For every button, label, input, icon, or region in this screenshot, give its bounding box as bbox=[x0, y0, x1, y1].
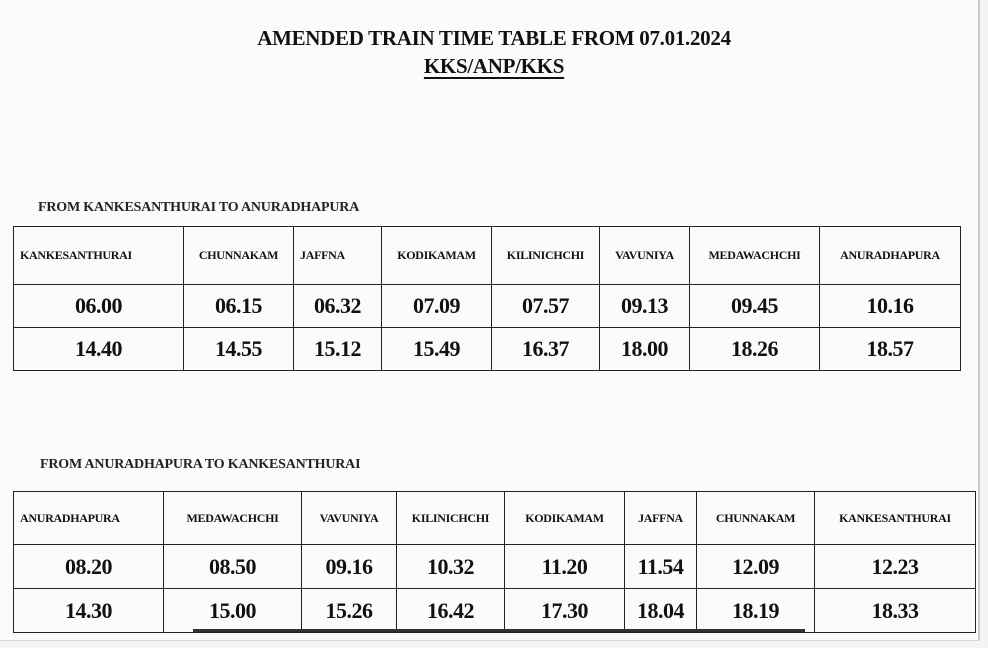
time-cell: 15.00 bbox=[164, 589, 302, 633]
time-cell: 16.42 bbox=[397, 589, 505, 633]
time-cell: 18.04 bbox=[625, 589, 697, 633]
table-row bbox=[14, 589, 976, 633]
table2-header-cell: VAVUNIYA bbox=[302, 492, 397, 545]
table2-header-cell: JAFFNA bbox=[625, 492, 697, 545]
time-cell: 06.00 bbox=[14, 285, 184, 328]
time-cell: 12.09 bbox=[697, 545, 815, 589]
table-row bbox=[14, 328, 961, 371]
time-cell: 16.37 bbox=[492, 328, 600, 371]
time-cell: 06.32 bbox=[294, 285, 382, 328]
table1-header-cell: VAVUNIYA bbox=[600, 227, 690, 285]
time-cell: 07.57 bbox=[492, 285, 600, 328]
table2-header-cell: ANURADHAPURA bbox=[14, 492, 164, 545]
timetable-anp-to-kks bbox=[13, 491, 976, 633]
table1-header-cell: KANKESANTHURAI bbox=[14, 227, 184, 285]
time-cell: 15.12 bbox=[294, 328, 382, 371]
table2-header-cell: KANKESANTHURAI bbox=[815, 492, 976, 545]
table2-header-cell: CHUNNAKAM bbox=[697, 492, 815, 545]
table1-header-cell: JAFFNA bbox=[294, 227, 382, 285]
time-cell: 11.20 bbox=[505, 545, 625, 589]
table1-header-cell: MEDAWACHCHI bbox=[690, 227, 820, 285]
table2-header-row bbox=[14, 492, 976, 545]
time-cell: 14.40 bbox=[14, 328, 184, 371]
table1-header-cell: CHUNNAKAM bbox=[184, 227, 294, 285]
table2-header-cell: MEDAWACHCHI bbox=[164, 492, 302, 545]
time-cell: 06.15 bbox=[184, 285, 294, 328]
time-cell: 14.55 bbox=[184, 328, 294, 371]
table-row bbox=[14, 545, 976, 589]
time-cell: 18.26 bbox=[690, 328, 820, 371]
time-cell: 09.45 bbox=[690, 285, 820, 328]
time-cell: 10.16 bbox=[820, 285, 961, 328]
time-cell: 10.32 bbox=[397, 545, 505, 589]
time-cell: 15.49 bbox=[382, 328, 492, 371]
time-cell: 14.30 bbox=[14, 589, 164, 633]
time-cell: 18.19 bbox=[697, 589, 815, 633]
document-title: AMENDED TRAIN TIME TABLE FROM 07.01.2024 bbox=[257, 26, 731, 50]
time-cell: 08.20 bbox=[14, 545, 164, 589]
route-code-title: KKS/ANP/KKS bbox=[423, 54, 565, 78]
table2-header-cell: KILINICHCHI bbox=[397, 492, 505, 545]
time-cell: 17.30 bbox=[505, 589, 625, 633]
time-cell: 07.09 bbox=[382, 285, 492, 328]
table-row bbox=[14, 285, 961, 328]
decorative-underline bbox=[193, 629, 805, 632]
time-cell: 15.26 bbox=[302, 589, 397, 633]
time-cell: 09.16 bbox=[302, 545, 397, 589]
time-cell: 11.54 bbox=[625, 545, 697, 589]
table1-header-cell: KODIKAMAM bbox=[382, 227, 492, 285]
table2-header-cell: KODIKAMAM bbox=[505, 492, 625, 545]
time-cell: 08.50 bbox=[164, 545, 302, 589]
time-cell: 18.57 bbox=[820, 328, 961, 371]
time-cell: 18.33 bbox=[815, 589, 976, 633]
table1-header-row bbox=[14, 227, 961, 285]
time-cell: 09.13 bbox=[600, 285, 690, 328]
table2-caption: FROM ANURADHAPURA TO KANKESANTHURAI bbox=[40, 457, 361, 472]
table1-caption: FROM KANKESANTHURAI TO ANURADHAPURA bbox=[38, 200, 360, 215]
table1-header-cell: ANURADHAPURA bbox=[820, 227, 961, 285]
table1-header-cell: KILINICHCHI bbox=[492, 227, 600, 285]
time-cell: 12.23 bbox=[815, 545, 976, 589]
timetable-kks-to-anp bbox=[13, 226, 961, 371]
time-cell: 18.00 bbox=[600, 328, 690, 371]
